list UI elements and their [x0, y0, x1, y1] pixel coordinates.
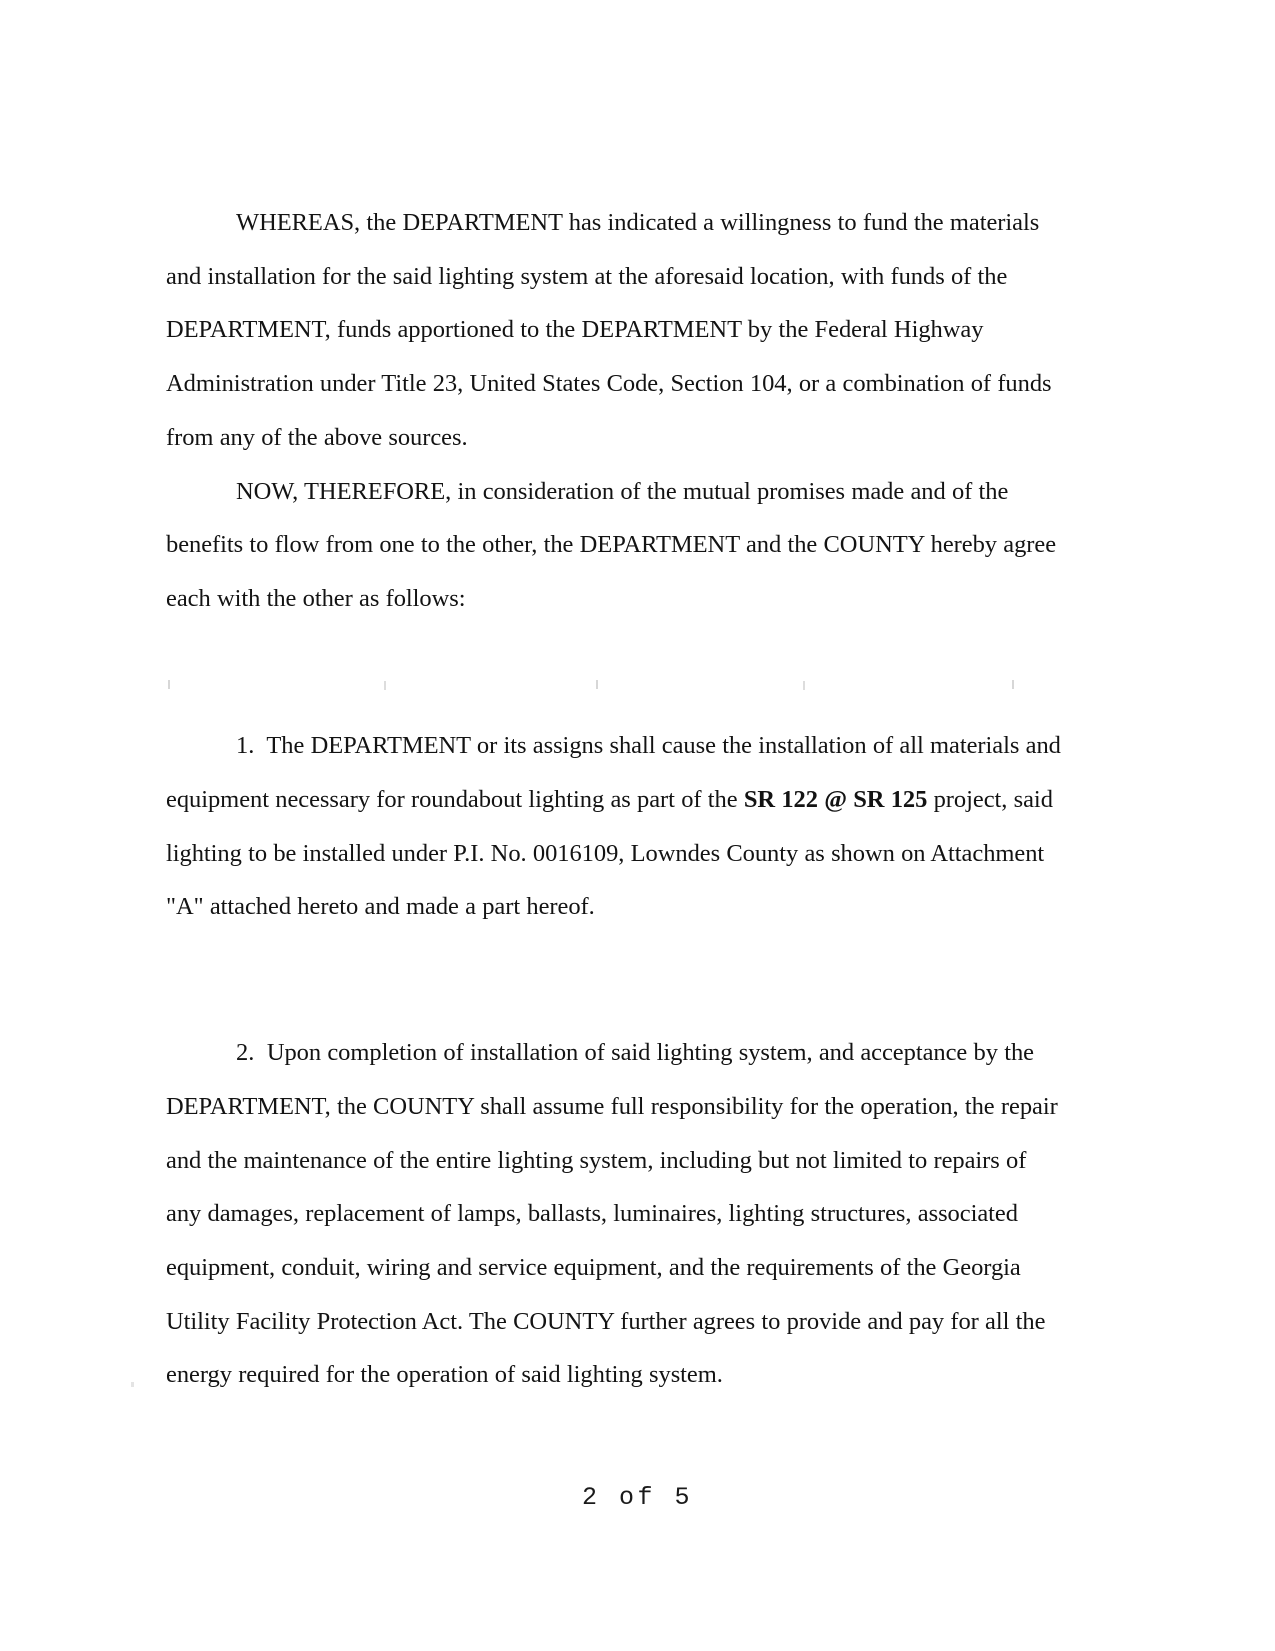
paragraph-now-therefore-text: NOW, THEREFORE, in consideration of the mutual promises made and of the benefits to flow from one to the other, the DEPARTMENT and the COUNTY hereby agree each with the other as follows: [166, 477, 1057, 612]
spacer [166, 679, 1064, 719]
item-2-number: 2. [236, 1039, 255, 1067]
numbered-item-2 [166, 1026, 1064, 1402]
paragraph-now-therefore [166, 465, 1064, 626]
spacer [166, 626, 1064, 680]
paragraph-whereas-text: WHEREAS, the DEPARTMENT has indicated a willingness to fund the materials and installation for the said lighting system at the aforesaid location, with funds of the DEPARTMENT, funds apportioned to the DEPARTMENT by the Federal Highway Administration under Title 23, United States Code, Section 104, or a combination of funds from any of the above sources. [166, 209, 1052, 451]
paragraph-whereas [166, 196, 1064, 465]
page-number: 2 of 5 [581, 1483, 693, 1512]
item-1-number-space [254, 732, 266, 759]
spacer [166, 934, 1064, 1026]
scan-speck-icon [131, 1382, 134, 1387]
page-footer [0, 1483, 1275, 1512]
numbered-item-1 [166, 719, 1064, 934]
item-1-number: 1. [236, 732, 255, 760]
item-1-project-designation: SR 122 @ SR 125 [743, 786, 928, 814]
item-2-number-space [254, 1039, 267, 1066]
item-2-text: Upon completion of installation of said lighting system, and acceptance by the DEPARTMENT, the COUNTY shall assume full responsibility for the operation, the repair and the maintenance of the entire lighting system, including but not limited to repairs of any damages, replacement of lamps, ballasts, luminaires, lighting structures, associated equipment, conduit, wiring and service equipment, and the requirements of the Georgia Utility Facility Protection Act. The COUNTY further agrees to provide and pay for all the energy required for the operation of said lighting system. [166, 1039, 1058, 1389]
item-1-text-after-bold: project, said lighting to be installed under P.I. No. 0016109, Lowndes County as shown on Attachment "A" attached hereto and made a part hereof. [166, 786, 1053, 921]
document-body [166, 196, 1064, 1402]
item-1-text-before-bold: The DEPARTMENT or its assigns shall cause the installation of all materials and equipment necessary for roundabout lighting as part of the [166, 732, 1061, 814]
